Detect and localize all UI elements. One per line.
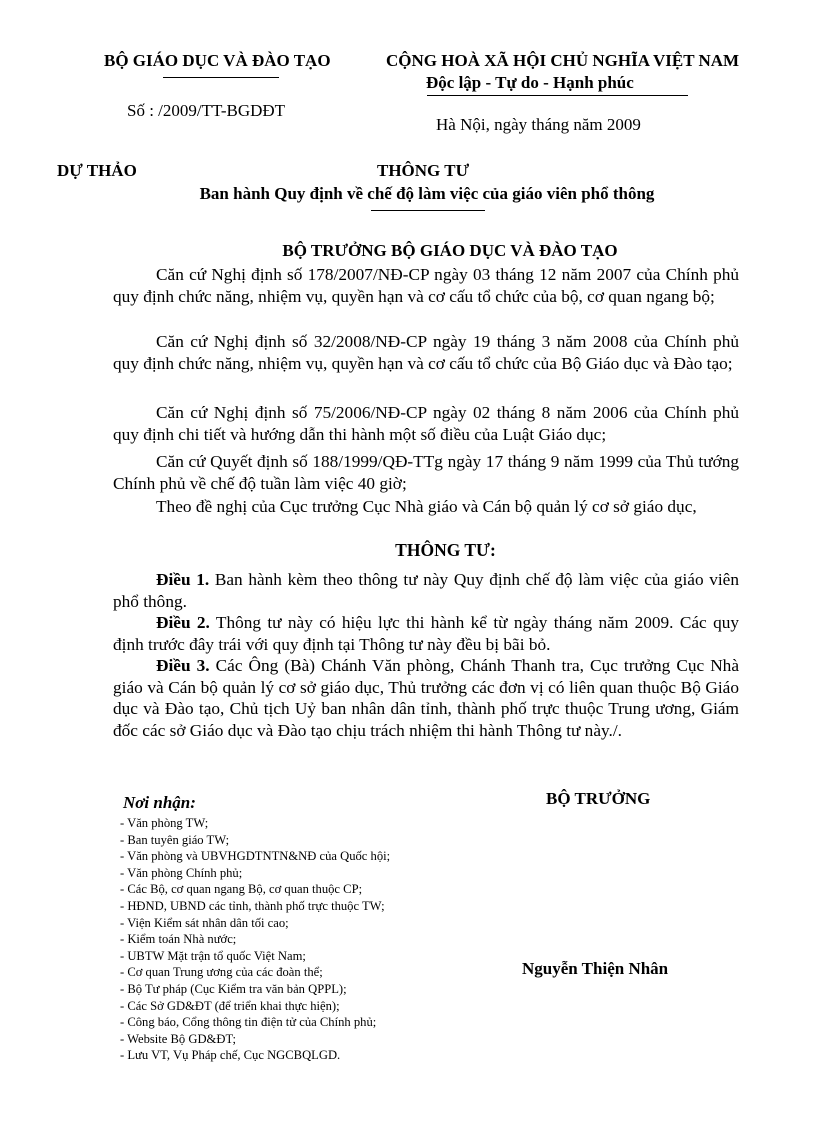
recipient-item: - HĐND, UBND các tỉnh, thành phố trực thuộc TW; <box>120 898 385 913</box>
document-subject: Ban hành Quy định về chế độ làm việc của giáo viên phổ thông <box>199 184 655 203</box>
recipient-item: - Các Sở GD&ĐT (để triển khai thực hiện); <box>120 998 340 1013</box>
recipient-item: - Kiểm toán Nhà nước; <box>120 932 237 947</box>
signer-name: Nguyễn Thiện Nhân <box>522 959 669 978</box>
recipient-item: - Lưu VT, Vụ Pháp chế, Cục NGCBQLGD. <box>120 1048 341 1063</box>
recipient-item: - Viện Kiểm sát nhân dân tối cao; <box>120 915 289 930</box>
article-label: Điều 1. <box>156 570 210 589</box>
article-2 <box>113 612 739 655</box>
article-label: Điều 3. <box>156 656 210 675</box>
country-name: CỘNG HOÀ XÃ HỘI CHỦ NGHĨA VIỆT NAM <box>386 51 740 70</box>
signer-title: BỘ TRƯỞNG <box>546 789 651 808</box>
section-heading: THÔNG TƯ: <box>395 540 496 560</box>
recipient-item: - Bộ Tư pháp (Cục Kiểm tra văn bản QPPL); <box>120 981 347 996</box>
document-type: THÔNG TƯ <box>377 161 470 180</box>
recipients-list <box>120 815 390 1064</box>
recipient-item: - Các Bộ, cơ quan ngang Bộ, cơ quan thuộc CP; <box>120 882 363 897</box>
recipients-title: Nơi nhận: <box>123 793 196 812</box>
article-text: Ban hành kèm theo thông tư này Quy định chế độ làm việc của giáo viên phổ thông. <box>113 570 739 611</box>
recipient-item: - Văn phòng và UBVHGDTNTN&NĐ của Quốc hội; <box>120 849 391 864</box>
recipient-item: - Cơ quan Trung ương của các đoàn thể; <box>120 965 323 980</box>
document-number: Số : /2009/TT-BGDĐT <box>127 101 286 120</box>
ministry-name: BỘ GIÁO DỤC VÀ ĐÀO TẠO <box>104 51 331 70</box>
preamble-paragraph: Căn cứ Nghị định số 32/2008/NĐ-CP ngày 19 tháng 3 năm 2008 của Chính phủ quy định chức năng, nhiệm vụ, quyền hạn và cơ cấu tổ chức của Bộ Giáo dục và Đào tạo; <box>113 332 739 373</box>
recipient-item: - Công báo, Cổng thông tin điện tử của Chính phủ; <box>120 1015 377 1030</box>
issuer-title: BỘ TRƯỞNG BỘ GIÁO DỤC VÀ ĐÀO TẠO <box>282 241 618 260</box>
place-date: Hà Nội, ngày tháng năm 2009 <box>436 115 641 134</box>
recipient-item: - Ban tuyên giáo TW; <box>120 832 230 847</box>
article-text: Các Ông (Bà) Chánh Văn phòng, Chánh Thanh tra, Cục trưởng Cục Nhà giáo và Cán bộ quản lý cơ sở giáo dục, Thủ trưởng các đơn vị có liên quan thuộc Bộ Giáo dục và Đào tạo, Chủ tịch Uỷ ban nhân dân tỉnh, thành phố trực thuộc Trung ương, Giám đốc các sở Giáo dục và Đào tạo chịu trách nhiệm thi hành Thông tư này./. <box>113 656 739 740</box>
preamble-paragraph: Theo đề nghị của Cục trưởng Cục Nhà giáo và Cán bộ quản lý cơ sở giáo dục, <box>156 497 697 516</box>
draft-label: DỰ THẢO <box>57 161 137 180</box>
recipient-item: - UBTW Mặt trận tổ quốc Việt Nam; <box>120 948 306 963</box>
preamble-paragraph: Căn cứ Quyết định số 188/1999/QĐ-TTg ngày 17 tháng 9 năm 1999 của Thủ tướng Chính phủ về chế độ tuần làm việc 40 giờ; <box>113 452 739 493</box>
recipient-item: - Website Bộ GD&ĐT; <box>120 1031 236 1046</box>
recipient-item: - Văn phòng TW; <box>120 816 209 830</box>
article-text: Thông tư này có hiệu lực thi hành kể từ ngày tháng năm 2009. Các quy định trước đây trái với quy định tại Thông tư này đều bị bãi bỏ. <box>113 613 739 654</box>
subject-underline <box>371 210 485 211</box>
article-3 <box>113 655 739 741</box>
article-1 <box>113 569 739 612</box>
recipient-item: - Văn phòng Chính phủ; <box>120 865 243 880</box>
ministry-underline <box>163 77 279 78</box>
article-label: Điều 2. <box>156 613 210 632</box>
motto-underline <box>427 95 688 96</box>
preamble-paragraph: Căn cứ Nghị định số 178/2007/NĐ-CP ngày 03 tháng 12 năm 2007 của Chính phủ quy định chức năng, nhiệm vụ, quyền hạn và cơ cấu tổ chức của bộ, cơ quan ngang bộ; <box>113 265 739 306</box>
preamble-paragraph: Căn cứ Nghị định số 75/2006/NĐ-CP ngày 02 tháng 8 năm 2006 của Chính phủ quy định chi tiết và hướng dẫn thi hành một số điều của Luật Giáo dục; <box>113 403 739 444</box>
national-motto: Độc lập - Tự do - Hạnh phúc <box>426 73 634 92</box>
